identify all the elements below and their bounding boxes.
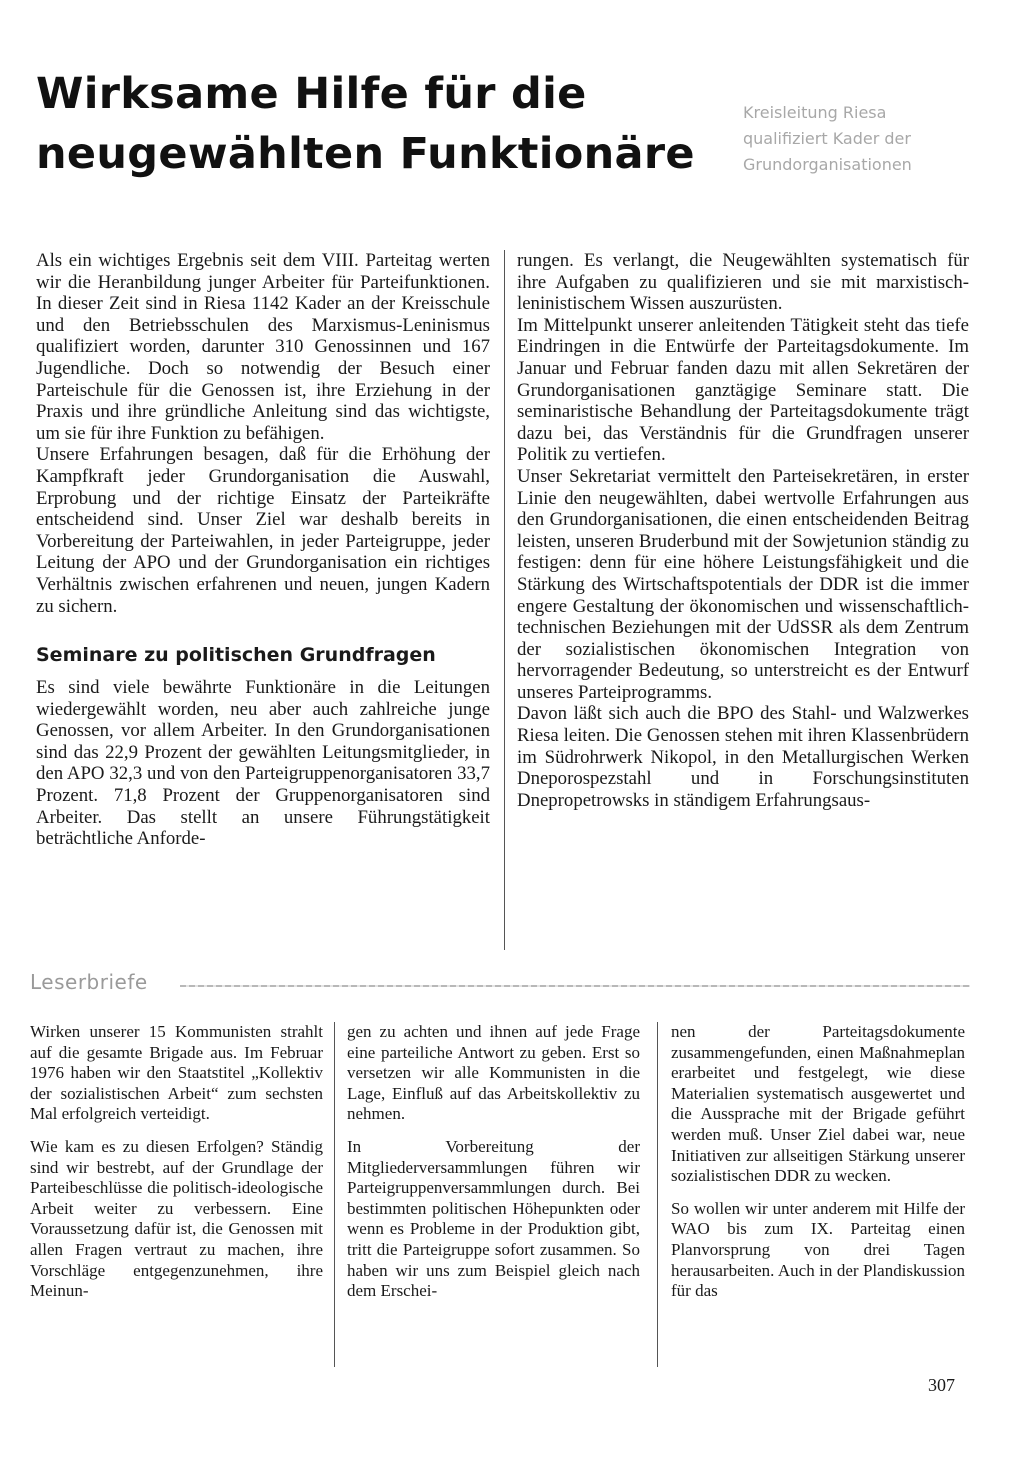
article-paragraph: Als ein wichtiges Ergebnis seit dem VIII. Parteitag werten wir die Heranbildung junger Arbeiter für Parteifunktionen. In dieser Zeit sind in Riesa 1142 Kader an der Kreisschule und den Betriebsschulen des Marxismus-Leninismus qualifiziert worden, darunter 310 Genossinnen und 167 Jugendliche. Doch so notwendig der Besuch einer Parteischule für die Genossen ist, ihre Erziehung in der Praxis und ihre gründliche Anleitung sind das wichtigste, um sie für ihre Funktion zu befähigen. bbox=[36, 250, 490, 444]
letter-paragraph: Wirken unserer 15 Kommunisten strahlt auf die gesamte Brigade aus. Im Februar 1976 haben wir den Staatstitel „Kollektiv der sozialistischen Arbeit“ zum sechsten Mal erfolgreich verteidigt. bbox=[30, 1022, 323, 1124]
letters-column-1 bbox=[30, 1022, 323, 1314]
headline bbox=[36, 64, 736, 184]
article-paragraph: Es sind viele bewährte Funktionäre in die Leitungen wiedergewählt worden, neu aber auch zahlreiche junge Genossen, vor allem Arbeiter. In den Grundorganisationen sind das 22,9 Prozent der gewählten Leitungsmitglieder, in den APO 32,3 und von den Parteigruppenorganisatoren 33,7 Prozent. 71,8 Prozent der Gruppenorganisatoren sind Arbeiter. Das stellt an unsere Führungstätigkeit beträchtliche Anforde- bbox=[36, 677, 490, 850]
article-paragraph: Unser Sekretariat vermittelt den Parteisekretären, in erster Linie den neugewählten, dabei wertvolle Erfahrungen aus den Grundorganisationen, die einen entscheidenden Beitrag leisten, unseren Bruderbund mit der Sowjetunion ständig zu festigen: denn für eine höhere Leistungsfähigkeit und die Stärkung des Wirtschaftspotentials der DDR ist die immer engere Gestaltung der ökonomischen und wissenschaftlich-technischen Beziehungen mit der UdSSR als dem Zentrum der sozialistischen ökonomischen Integration von hervorragender Bedeutung, so unterstreicht es der Entwurf unseres Parteiprogramms. bbox=[517, 465, 969, 703]
article-column-1 bbox=[36, 250, 490, 850]
headline-line-1: Wirksame Hilfe für die bbox=[36, 69, 587, 119]
column-divider bbox=[657, 1022, 658, 1367]
letter-paragraph: gen zu achten und ihnen auf jede Frage eine parteiliche Antwort zu geben. Erst so versetzen wir alle Kommunisten in die Lage, Einfluß auf das Arbeitskollektiv zu nehmen. bbox=[347, 1022, 640, 1124]
letter-paragraph: In Vorbereitung der Mitgliederversammlungen führen wir Parteigruppenversammlungen durch. Bei bestimmten politischen Höhepunkten oder wenn es Probleme in der Produktion gibt, tritt die Parteigruppe sofort zusammen. So haben wir uns zum Beispiel gleich nach dem Erschei- bbox=[347, 1136, 640, 1301]
article-paragraph: Unsere Erfahrungen besagen, daß für die Erhöhung der Kampfkraft jeder Grundorganisation die Auswahl, Erprobung und der richtige Einsatz der Parteikräfte entscheidend sind. Unser Ziel war deshalb bereits in Vorbereitung der Parteiwahlen, in jeder Parteigruppe, jeder Leitung der APO und der Grundorganisation ein richtiges Verhältnis zwischen erfahrenen und neuen, jungen Kadern zu sichern. bbox=[36, 444, 490, 617]
article-column-2 bbox=[517, 250, 969, 811]
article-paragraph: Davon läßt sich auch die BPO des Stahl- und Walzwerkes Riesa leiten. Die Genossen stehen mit ihren Klassenbrüdern im Südrohrwerk Nikopol, in den Metallurgischen Werken Dneporospezstahl und in Forschungsinstituten Dnepropetrowsks in ständigem Erfahrungsaus- bbox=[517, 703, 969, 811]
article-paragraph: rungen. Es verlangt, die Neugewählten systematisch für ihre Aufgaben zu qualifizieren und sie mit marxistisch-leninistischem Wissen auszurüsten. bbox=[517, 250, 969, 315]
kicker bbox=[743, 100, 1003, 178]
section-rule bbox=[180, 985, 970, 987]
letter-paragraph: nen der Parteitagsdokumente zusammengefunden, einen Maßnahmeplan erarbeitet und festgelegt, wie diese Materialien systematisch ausgewertet und die Aussprache mit der Brigade geführt werden muß. Unser Ziel dabei war, neue Initiativen zur allseitigen Stärkung unserer sozialistischen DDR zu wecken. bbox=[671, 1022, 965, 1186]
article-paragraph: Im Mittelpunkt unserer anleitenden Tätigkeit steht das tiefe Eindringen in die Entwürfe der Parteitagsdokumente. Im Januar und Februar fanden dazu mit allen Sekretären der Grundorganisationen ganztägige Seminare statt. Die seminaristische Behandlung der Parteitagsdokumente trägt dazu bei, das Verständnis für die Grundfragen unserer Politik zu vertiefen. bbox=[517, 314, 969, 466]
section-label-leserbriefe: Leserbriefe bbox=[30, 970, 148, 994]
letters-column-2 bbox=[347, 1022, 640, 1314]
column-divider bbox=[504, 250, 505, 950]
letter-paragraph: So wollen wir unter anderem mit Hilfe der WAO bis zum IX. Parteitag einen Planvorsprung von drei Tagen herausarbeiten. Auch in der Plandiskussion für das bbox=[671, 1198, 965, 1301]
kicker-line-2: qualifiziert Kader der bbox=[743, 129, 911, 148]
letters-column-3 bbox=[671, 1022, 965, 1314]
column-divider bbox=[334, 1022, 335, 1367]
page-number: 307 bbox=[928, 1375, 955, 1395]
letter-paragraph: Wie kam es zu diesen Erfolgen? Ständig sind wir bestrebt, auf der Grundlage der Parteibeschlüsse die politisch-ideologische Arbeit weiter zu verbessern. Eine Voraussetzung dafür ist, die Genossen mit allen Fragen vertraut zu machen, ihre Vorschläge entgegenzunehmen, ihre Meinun- bbox=[30, 1136, 323, 1301]
subheading: Seminare zu politischen Grundfragen bbox=[36, 644, 436, 667]
kicker-line-1: Kreisleitung Riesa bbox=[743, 103, 887, 122]
kicker-line-3: Grundorganisationen bbox=[743, 155, 912, 174]
headline-line-2: neugewählten Funktionäre bbox=[36, 129, 695, 179]
